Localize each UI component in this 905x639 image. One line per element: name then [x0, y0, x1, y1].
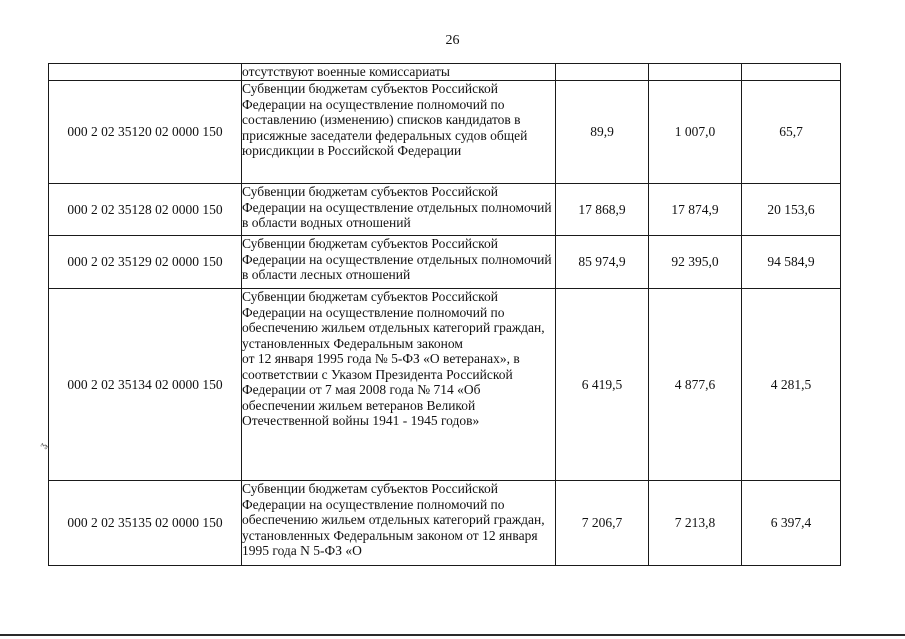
value-col-3 [742, 64, 841, 81]
value-col-2: 92 395,0 [649, 236, 742, 289]
table-row [49, 184, 841, 236]
value-col-1: 85 974,9 [556, 236, 649, 289]
budget-code [49, 64, 242, 81]
value-col-2: 7 213,8 [649, 481, 742, 566]
value-col-3: 65,7 [742, 81, 841, 184]
value-col-3: 4 281,5 [742, 289, 841, 481]
budget-code: 000 2 02 35134 02 0000 150 [49, 289, 242, 481]
row-description: отсутствуют военные комиссариаты [242, 64, 556, 81]
row-description: Субвенции бюджетам субъектов Российской Федерации на осуществление полномочий по обеспечению жильем отдельных категорий граждан, установленных Федеральным законом от 12 января 1995 года № 5-ФЗ «О ветеранах», в соответствии с Указом Президента Российской Федерации от 7 мая 2008 года № 714 «Об обеспечении жильем ветеранов Великой Отечественной войны 1941 - 1945 годов» [242, 289, 556, 481]
row-description: Субвенции бюджетам субъектов Российской Федерации на осуществление полномочий по обеспечению жильем отдельных категорий граждан, установленных Федеральным законом от 12 января 1995 года N 5-ФЗ «О [242, 481, 556, 566]
table-row [49, 64, 841, 81]
budget-table [48, 63, 841, 566]
table-row [49, 481, 841, 566]
scan-mark: ʓ [37, 440, 50, 451]
budget-code: 000 2 02 35128 02 0000 150 [49, 184, 242, 236]
value-col-3: 94 584,9 [742, 236, 841, 289]
row-description: Субвенции бюджетам субъектов Российской Федерации на осуществление отдельных полномочий в области лесных отношений [242, 236, 556, 289]
value-col-1: 17 868,9 [556, 184, 649, 236]
row-description: Субвенции бюджетам субъектов Российской Федерации на осуществление полномочий по составлению (изменению) списков кандидатов в присяжные заседатели федеральных судов общей юрисдикции в Российской Федерации [242, 81, 556, 184]
value-col-3: 20 153,6 [742, 184, 841, 236]
table-row [49, 289, 841, 481]
budget-code: 000 2 02 35120 02 0000 150 [49, 81, 242, 184]
value-col-1: 89,9 [556, 81, 649, 184]
value-col-2: 1 007,0 [649, 81, 742, 184]
table-row [49, 81, 841, 184]
value-col-1: 7 206,7 [556, 481, 649, 566]
page-number: 26 [445, 33, 460, 48]
table-row [49, 236, 841, 289]
value-col-2: 4 877,6 [649, 289, 742, 481]
page-bottom-rule [0, 634, 905, 636]
value-col-2: 17 874,9 [649, 184, 742, 236]
value-col-1: 6 419,5 [556, 289, 649, 481]
value-col-3: 6 397,4 [742, 481, 841, 566]
value-col-2 [649, 64, 742, 81]
row-description: Субвенции бюджетам субъектов Российской Федерации на осуществление отдельных полномочий в области водных отношений [242, 184, 556, 236]
value-col-1 [556, 64, 649, 81]
budget-code: 000 2 02 35135 02 0000 150 [49, 481, 242, 566]
budget-code: 000 2 02 35129 02 0000 150 [49, 236, 242, 289]
